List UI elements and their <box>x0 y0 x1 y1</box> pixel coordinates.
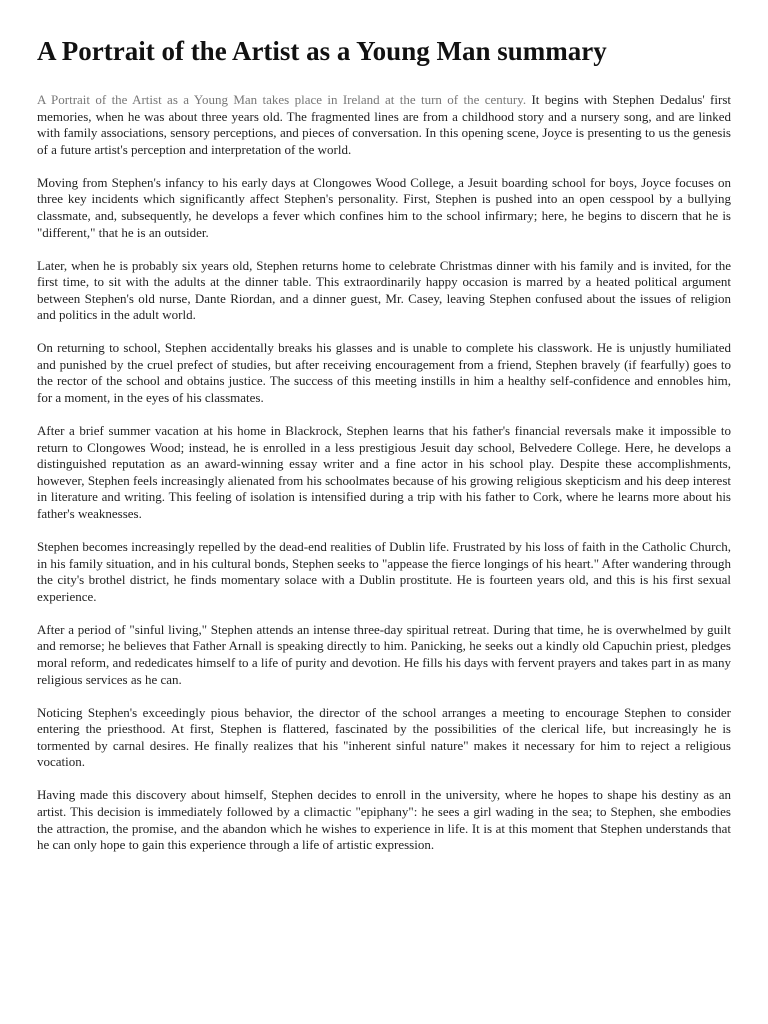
paragraph-clongowes: Moving from Stephen's infancy to his early days at Clongowes Wood College, a Jesuit boarding school for boys, Joyce focuses on three key incidents which significantly affect Stephen's personality. First, Stephen is pushed into an open cesspool by a bullying classmate, and, subsequently, he develops a fever which confines him to the school infirmary; here, he begins to discern that he is "different," that he is an outsider. <box>37 174 731 240</box>
paragraph-retreat: After a period of "sinful living," Stephen attends an intense three-day spiritual retreat. During that time, he is overwhelmed by guilt and remorse; he believes that Father Arnall is speaking directly to him. Panicking, he seeks out a kindly old Capuchin priest, pledges moral reform, and rededicates himself to a life of purity and devotion. He fills his days with fervent prayers and takes part in as many religious services as he can. <box>37 621 731 687</box>
paragraph-priesthood: Noticing Stephen's exceedingly pious behavior, the director of the school arranges a meeting to encourage Stephen to consider entering the priesthood. At first, Stephen is flattered, fascinated by the possibilities of the clerical life, but increasingly he is tormented by carnal desires. He finally realizes that his "inherent sinful nature" makes it necessary for him to reject a religious vocation. <box>37 704 731 770</box>
paragraph-broken-glasses: On returning to school, Stephen accidentally breaks his glasses and is unable to complete his classwork. He is unjustly humiliated and punished by the cruel prefect of studies, but after receiving encouragement from a friend, Stephen bravely (if fearfully) goes to the rector of the school and obtains justice. The success of this meeting instills in him a healthy self-confidence and ennobles him, for a moment, in the eyes of his classmates. <box>37 340 731 406</box>
paragraph-christmas-dinner: Later, when he is probably six years old, Stephen returns home to celebrate Christmas dinner with his family and is invited, for the first time, to sit with the adults at the dinner table. This extraordinarily happy occasion is marred by a heated political argument between Stephen's old nurse, Dante Riordan, and a dinner guest, Mr. Casey, leaving Stephen confused about the issues of religion and politics in the adult world. <box>37 257 731 323</box>
page-title: A Portrait of the Artist as a Young Man summary <box>37 36 607 66</box>
intro-paragraph <box>37 92 731 158</box>
intro-rest: It begins with Stephen Dedalus' first memories, when he was about three years old. The fragmented lines are from a childhood story and a nursery song, and are linked with family associations, sensory perceptions, and pieces of conversation. In this opening scene, Joyce is presenting to us the genesis of a future artist's perception and interpretation of the world. <box>37 92 731 157</box>
paragraph-belvedere: After a brief summer vacation at his home in Blackrock, Stephen learns that his father's financial reversals make it impossible to return to Clongowes Wood; instead, he is enrolled in a less prestigious Jesuit day school, Belvedere College. Here, he develops a distinguished reputation as an award-winning essay writer and a fine actor in his school play. Despite these accomplishments, however, Stephen feels increasingly alienated from his schoolmates because of his growing religious skepticism and his deep interest in literature and writing. This feeling of isolation is intensified during a trip with his father to Cork, where he learns more about his father's weaknesses. <box>37 423 731 522</box>
intro-lead-sentence: A Portrait of the Artist as a Young Man takes place in Ireland at the turn of the century. <box>37 92 527 107</box>
document-page <box>37 32 731 870</box>
paragraph-epiphany: Having made this discovery about himself, Stephen decides to enroll in the university, where he hopes to shape his destiny as an artist. This decision is immediately followed by a climactic "epiphany": he sees a girl wading in the sea; to Stephen, she embodies the attraction, the promise, and the abandon which he wishes to experience in life. It is at this moment that Stephen understands that he can only hope to gain this experience through a life of artistic expression. <box>37 787 731 853</box>
paragraph-dublin-life: Stephen becomes increasingly repelled by the dead-end realities of Dublin life. Frustrated by his loss of faith in the Catholic Church, in his family situation, and in his cultural bonds, Stephen seeks to "appease the fierce longings of his heart." After wandering through the city's brothel district, he finds momentary solace with a Dublin prostitute. He is fourteen years old, and this is his first sexual experience. <box>37 539 731 604</box>
